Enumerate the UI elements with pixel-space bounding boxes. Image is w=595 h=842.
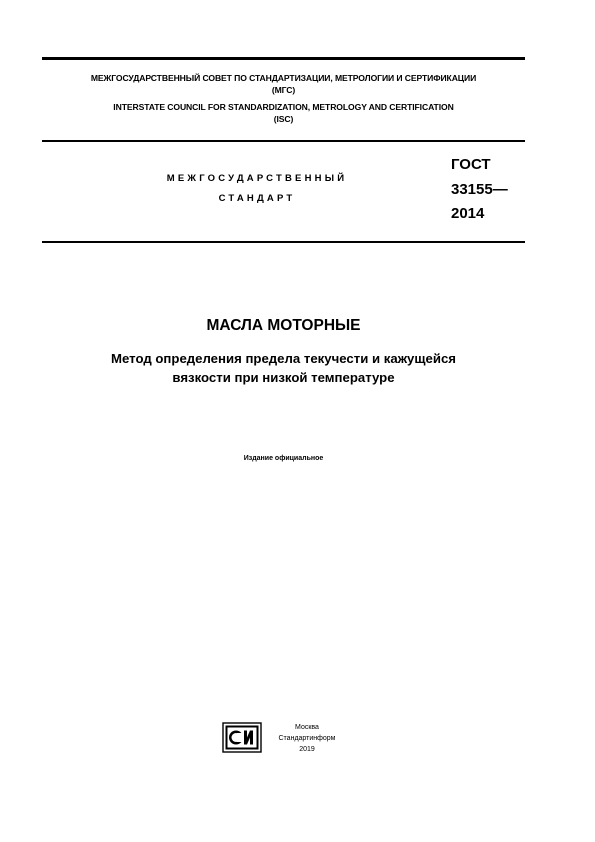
publisher-name: Стандартинформ (278, 735, 336, 742)
council-abbr-en: (ISC) (273, 114, 294, 124)
council-name-ru (42, 72, 525, 96)
publisher-city: Москва (295, 724, 319, 731)
publisher-imprint (272, 722, 342, 755)
designation-divider (42, 241, 525, 243)
council-name-en-line1: INTERSTATE COUNCIL FOR STANDARDIZATION, METROLOGY AND CERTIFICATION (113, 102, 454, 112)
standard-type-line1: МЕЖГОСУДАРСТВЕННЫЙ (166, 173, 348, 184)
designation-year: 2014 (451, 205, 485, 222)
standartinform-logo-icon (222, 722, 262, 753)
council-name-en (42, 101, 525, 125)
council-abbr-ru: (МГС) (271, 85, 296, 95)
subtitle-line2: вязкости при низкой температуре (172, 370, 395, 385)
document-subtitle (42, 349, 525, 387)
publication-year: 2019 (299, 746, 315, 753)
designation-number: 33155— (451, 181, 508, 198)
designation-prefix: ГОСТ (451, 156, 491, 173)
header-divider (42, 140, 525, 142)
council-name-ru-line1: МЕЖГОСУДАРСТВЕННЫЙ СОВЕТ ПО СТАНДАРТИЗАЦИИ, МЕТРОЛОГИИ И СЕРТИФИКАЦИИ (90, 73, 477, 83)
document-title: МАСЛА МОТОРНЫЕ (206, 317, 361, 334)
subtitle-line1: Метод определения предела текучести и кажущейся (111, 351, 456, 366)
standard-type-line2: СТАНДАРТ (218, 193, 296, 204)
top-rule (42, 57, 525, 60)
edition-note: Издание официальное (243, 455, 324, 462)
